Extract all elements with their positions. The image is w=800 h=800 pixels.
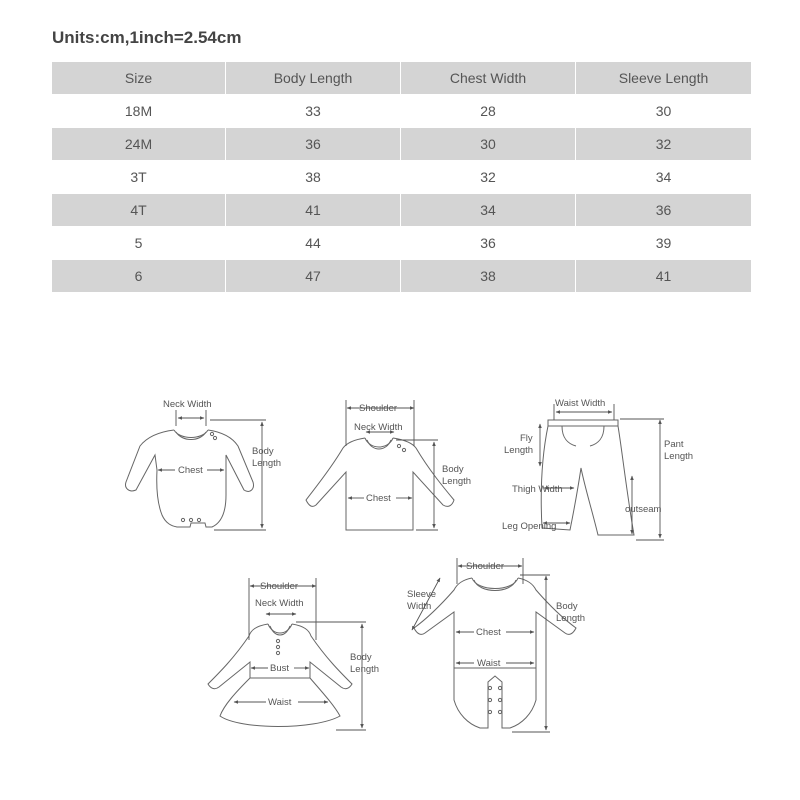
dress-button [276, 639, 279, 642]
romper-snap [498, 698, 501, 701]
romper-snap [488, 710, 491, 713]
bodysuit-outline [126, 430, 254, 527]
bodysuit-snap [189, 518, 192, 521]
romper-outline [414, 578, 576, 728]
dress-body-length-label: Length [350, 664, 380, 675]
cell-chest-width: 30 [401, 128, 576, 161]
pants-pocket [590, 426, 604, 446]
dress-waist-label: Waist [268, 697, 292, 708]
pants-outseam-label: outseam [625, 504, 662, 515]
bodysuit-diagram [126, 399, 282, 530]
romper-chest-label: Chest [476, 627, 501, 638]
cell-body-length: 44 [226, 227, 401, 260]
units-note: Units:cm,1inch=2.54cm [52, 28, 242, 47]
cell-chest-width: 32 [401, 161, 576, 194]
romper-body-length-label: Body [556, 601, 578, 612]
cell-chest-width: 28 [401, 95, 576, 128]
top-neckline [365, 438, 393, 447]
top-body-length-label: Body [442, 464, 464, 475]
top-outline [306, 438, 454, 530]
pants-pant-length-label: Pant [664, 439, 684, 450]
dress-collar-rib [270, 626, 290, 635]
pants-fly-label: Fly [520, 433, 533, 444]
bodysuit-body-length-label: Body [252, 446, 274, 457]
romper-diagram [407, 558, 585, 732]
romper-body-length-label: Length [556, 613, 586, 624]
header-sleeve-length: Sleeve Length [576, 62, 751, 95]
dress-bust-label: Bust [270, 663, 290, 674]
cell-chest-width: 36 [401, 227, 576, 260]
top-chest-label: Chest [366, 493, 391, 504]
cell-body-length: 33 [226, 95, 401, 128]
pants-fly-label: Length [504, 445, 534, 456]
romper-neckline [472, 578, 518, 589]
bodysuit-body-length-label: Length [252, 458, 282, 469]
dress-neck-width-label: Neck Width [255, 598, 304, 609]
top-button [402, 448, 405, 451]
cell-size: 5 [52, 227, 226, 260]
dress-diagram [208, 578, 379, 730]
dress-button [276, 651, 279, 654]
bodysuit-neckline [174, 430, 208, 438]
romper-snap [498, 686, 501, 689]
romper-shoulder-label: Shoulder [466, 561, 505, 572]
bodysuit-neck-width-label: Neck Width [163, 399, 212, 410]
cell-size: 3T [52, 161, 226, 194]
cell-chest-width: 34 [401, 194, 576, 227]
cell-sleeve-length: 39 [576, 227, 751, 260]
bodysuit-snap [197, 518, 200, 521]
bodysuit-snap [210, 432, 213, 435]
romper-waist-label: Waist [477, 658, 501, 669]
pants-outline [541, 420, 634, 535]
pants-leg-opening-label: Leg Opening [502, 521, 557, 532]
cell-size: 4T [52, 194, 226, 227]
top-diagram [306, 400, 471, 530]
cell-body-length: 36 [226, 128, 401, 161]
cell-size: 6 [52, 260, 226, 293]
cell-sleeve-length: 32 [576, 128, 751, 161]
top-button [397, 444, 400, 447]
dress-shoulder-label: Shoulder [260, 581, 299, 592]
cell-sleeve-length: 41 [576, 260, 751, 293]
header-size: Size [52, 62, 226, 95]
cell-sleeve-length: 34 [576, 161, 751, 194]
cell-body-length: 38 [226, 161, 401, 194]
pants-waist-width-label: Waist Width [555, 398, 606, 409]
cell-chest-width: 38 [401, 260, 576, 293]
pants-pant-length-label: Length [664, 451, 694, 462]
cell-body-length: 41 [226, 194, 401, 227]
bodysuit-snap [213, 436, 216, 439]
top-shoulder-label: Shoulder [359, 403, 398, 414]
header-body-length: Body Length [226, 62, 401, 95]
bodysuit-chest-label: Chest [178, 465, 203, 476]
cell-sleeve-length: 30 [576, 95, 751, 128]
cell-size: 18M [52, 95, 226, 128]
romper-snap [488, 686, 491, 689]
cell-sleeve-length: 36 [576, 194, 751, 227]
top-body-length-label: Length [442, 476, 472, 487]
cell-body-length: 47 [226, 260, 401, 293]
romper-sleeve-width-label: Sleeve [407, 589, 437, 600]
dress-body-length-label: Body [350, 652, 372, 663]
romper-sleeve-width-label: Width [407, 601, 432, 612]
dress-button [276, 645, 279, 648]
cell-size: 24M [52, 128, 226, 161]
romper-snap [498, 710, 501, 713]
pants-pocket [562, 426, 576, 446]
dress-outline [208, 624, 352, 727]
pants-diagram [502, 398, 693, 540]
top-neck-width-label: Neck Width [354, 422, 403, 433]
romper-snap [488, 698, 491, 701]
bodysuit-snap [181, 518, 184, 521]
header-chest-width: Chest Width [401, 62, 576, 95]
pants-thigh-width-label: Thigh Width [512, 484, 563, 495]
